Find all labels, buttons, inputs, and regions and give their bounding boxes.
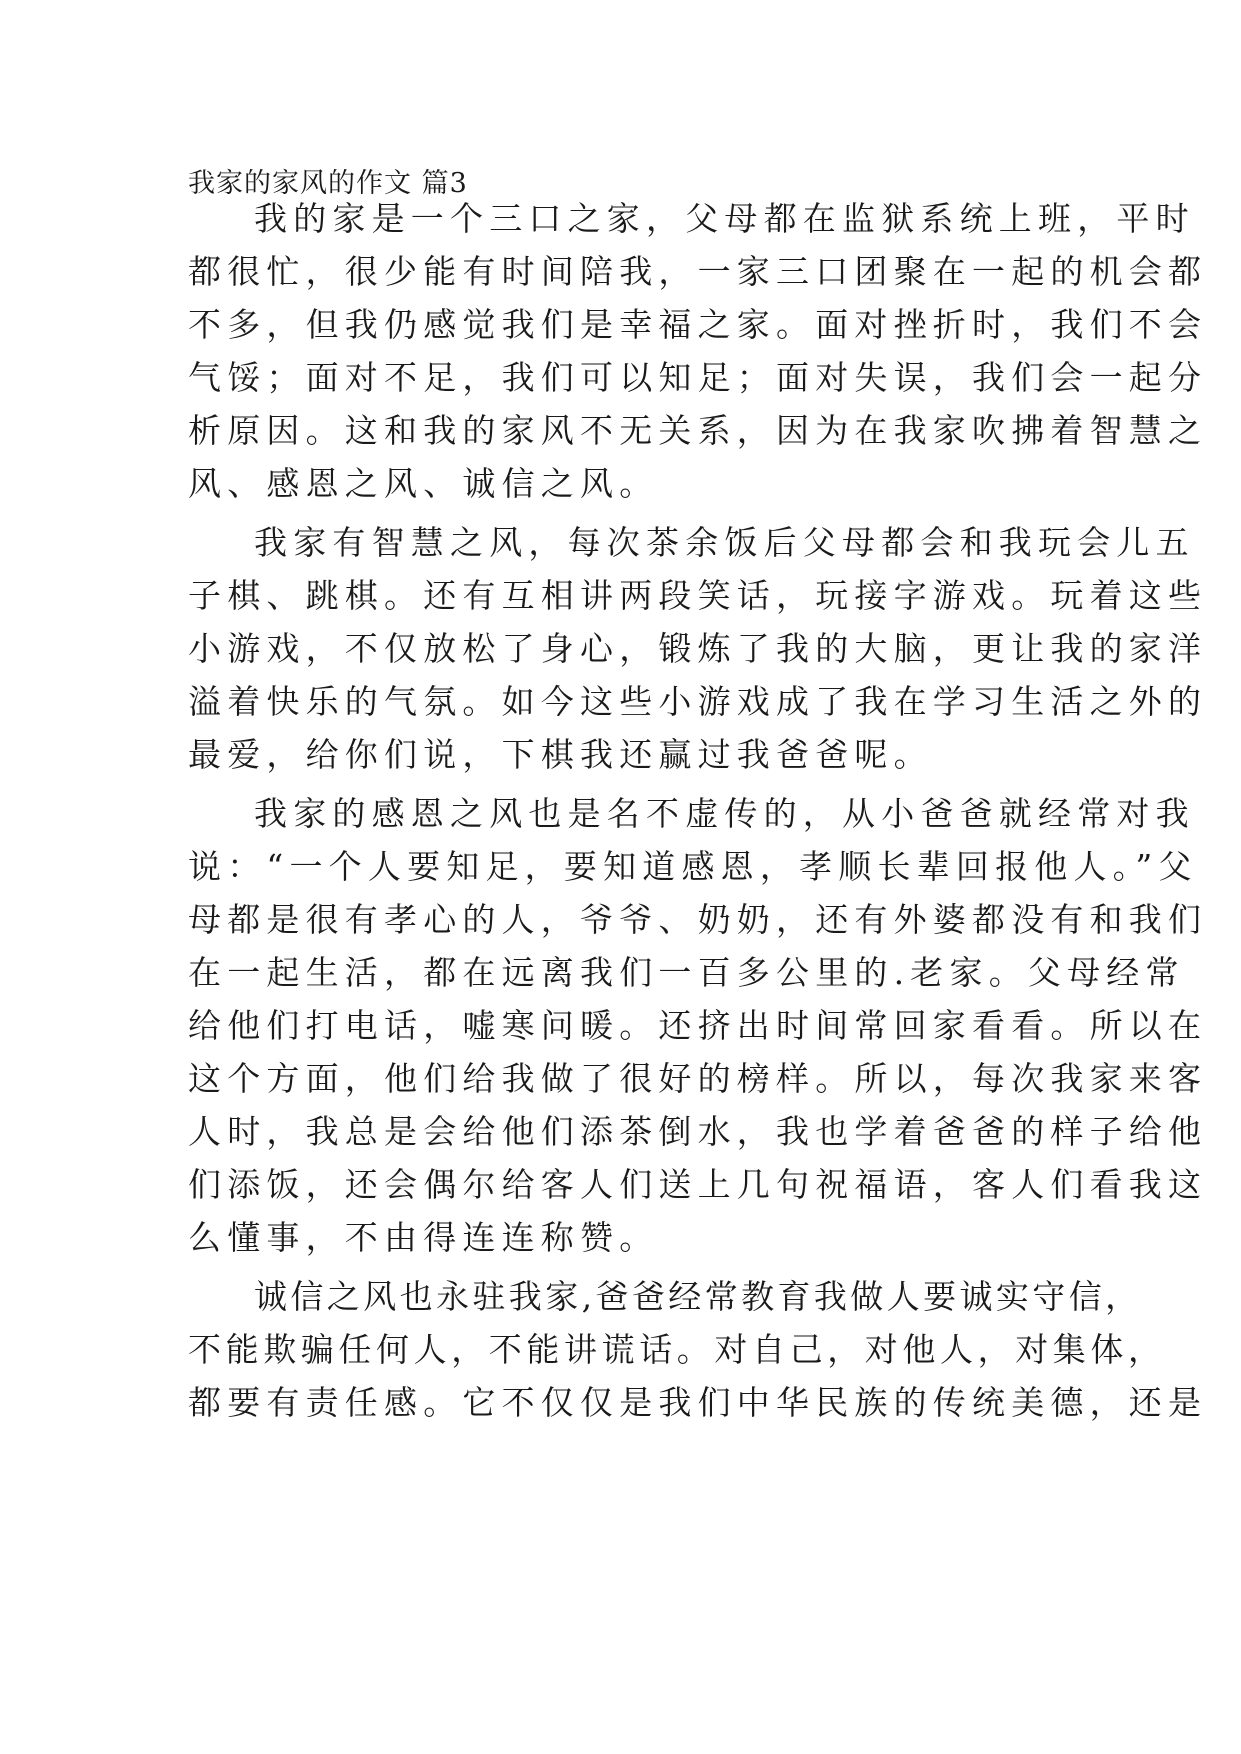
paragraph-line: 在一起生活，都在远离我们一百多公里的.老家。父母经常: [188, 953, 1185, 992]
paragraph-line: 母都是很有孝心的人，爷爷、奶奶，还有外婆都没有和我们: [188, 900, 1208, 939]
paragraph-line: 诚信之风也永驻我家,爸爸经常教育我做人要诚实守信，: [254, 1277, 1142, 1316]
paragraph-line: 我的家是一个三口之家，父母都在监狱系统上班，平时: [254, 199, 1195, 238]
paragraph-line: 最爱，给你们说，下棋我还赢过我爸爸呢。: [188, 735, 933, 774]
paragraph-line: 人时，我总是会给他们添茶倒水，我也学着爸爸的样子给他: [188, 1112, 1208, 1151]
paragraph-line: 都要有责任感。它不仅仅是我们中华民族的传统美德，还是: [188, 1383, 1208, 1422]
paragraph-line: 不能欺骗任何人，不能讲谎话。对自己，对他人，对集体，: [188, 1330, 1166, 1369]
paragraph-line: 说：“一个人要知足，要知道感恩，孝顺长辈回报他人。”父: [188, 847, 1198, 886]
paragraph-line: 不多，但我仍感觉我们是幸福之家。面对挫折时，我们不会: [188, 305, 1208, 344]
paragraph-line: 风、感恩之风、诚信之风。: [188, 464, 659, 503]
paragraph-line: 这个方面，他们给我做了很好的榜样。所以，每次我家来客: [188, 1059, 1208, 1098]
paragraph-line: 溢着快乐的气氛。如今这些小游戏成了我在学习生活之外的: [188, 682, 1208, 721]
document-title: 我家的家风的作文 篇3: [188, 168, 468, 199]
paragraph-line: 析原因。这和我的家风不无关系，因为在我家吹拂着智慧之: [188, 411, 1208, 450]
paragraph-line: 我家有智慧之风，每次茶余饭后父母都会和我玩会儿五: [254, 523, 1195, 562]
paragraph-line: 都很忙，很少能有时间陪我，一家三口团聚在一起的机会都: [188, 252, 1208, 291]
paragraph-line: 小游戏，不仅放松了身心，锻炼了我的大脑，更让我的家洋: [188, 629, 1208, 668]
paragraph-line: 么懂事，不由得连连称赞。: [188, 1218, 659, 1257]
paragraph-line: 气馁；面对不足，我们可以知足；面对失误，我们会一起分: [188, 358, 1208, 397]
paragraph-line: 我家的感恩之风也是名不虚传的，从小爸爸就经常对我: [254, 794, 1195, 833]
paragraph-line: 们添饭，还会偶尔给客人们送上几句祝福语，客人们看我这: [188, 1165, 1208, 1204]
paragraph-line: 给他们打电话，嘘寒问暖。还挤出时间常回家看看。所以在: [188, 1006, 1208, 1045]
paragraph-line: 子棋、跳棋。还有互相讲两段笑话，玩接字游戏。玩着这些: [188, 576, 1208, 615]
